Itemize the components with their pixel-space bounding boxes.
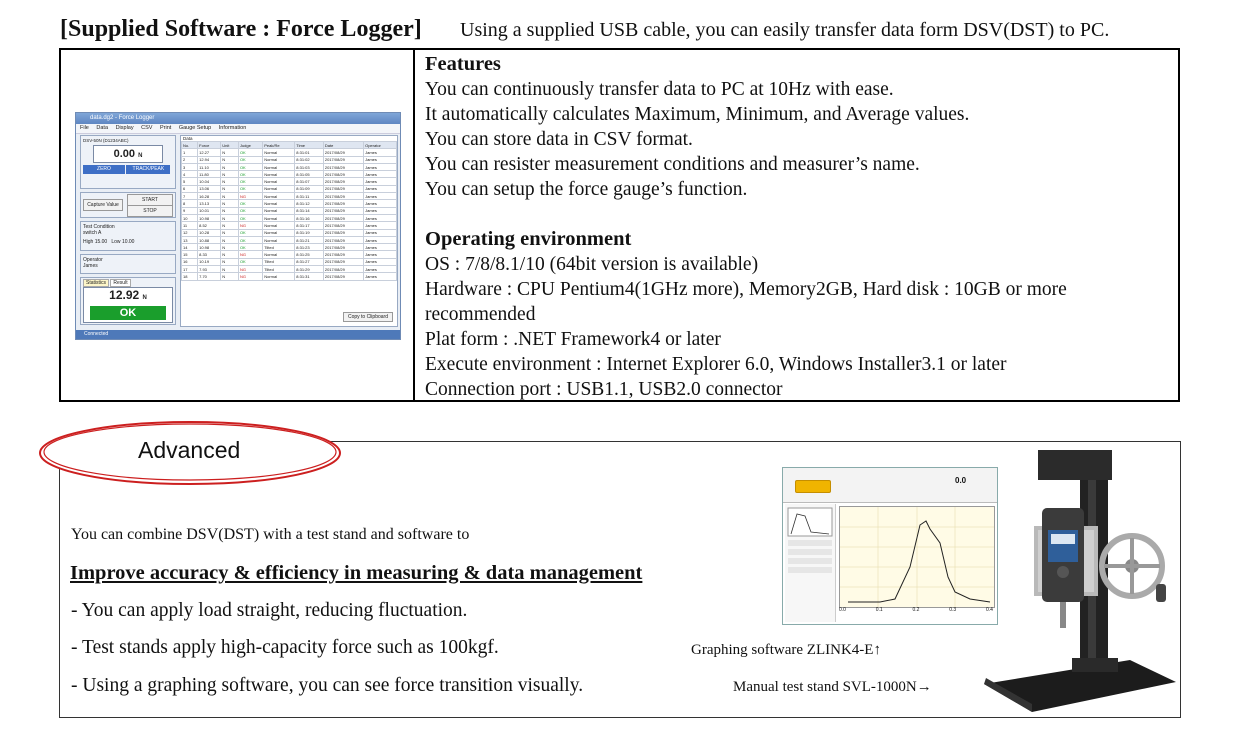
result-display [83, 287, 173, 323]
graph-toolbar [783, 468, 997, 503]
table-cell: Normal [263, 273, 295, 280]
table-cell: 2017/08/29 [323, 185, 363, 192]
features-heading: Features [425, 53, 501, 75]
tab-result[interactable]: Result [110, 279, 130, 287]
feature-line: You can store data in CSV format. [425, 129, 693, 150]
table-cell: 2017/08/29 [323, 149, 363, 156]
table-cell: 8:31:11 [295, 193, 324, 200]
table-cell: 13 [182, 236, 198, 243]
table-row[interactable] [182, 266, 397, 273]
table-cell: 2017/08/29 [323, 200, 363, 207]
table-cell: N [221, 222, 239, 229]
table-cell: OK [238, 214, 262, 221]
bullet-item: - Test stands apply high-capacity force such as 100kgf. [71, 637, 499, 658]
high-value: 15.00 [94, 239, 108, 245]
table-cell: 16 [182, 258, 198, 265]
feature-line: It automatically calculates Maximum, Minimum, and Average values. [425, 104, 970, 125]
table-cell: 8.33 [198, 251, 221, 258]
low-value: 10.00 [121, 239, 135, 245]
graph-reading: 0.0 [955, 476, 967, 485]
force-curve [840, 507, 994, 607]
table-row[interactable] [182, 156, 397, 163]
table-cell: N [221, 163, 239, 170]
table-cell: N [221, 266, 239, 273]
table-cell: 5 [182, 178, 198, 185]
table-cell: 7.93 [198, 266, 221, 273]
table-cell: 8 [182, 200, 198, 207]
menu-item-data[interactable]: Data [96, 125, 109, 131]
window-title: data.dg2 - Force Logger [76, 113, 400, 124]
column-header: Time [295, 142, 324, 149]
table-cell: James [364, 171, 397, 178]
table-row[interactable] [182, 273, 397, 280]
data-label: Data [183, 136, 193, 141]
table-cell: 2017/08/29 [323, 258, 363, 265]
column-header: Operator [364, 142, 397, 149]
table-cell: N [221, 171, 239, 178]
table-row[interactable] [182, 178, 397, 185]
table-cell: 8:31:03 [295, 163, 324, 170]
menu-item-display[interactable]: Display [115, 125, 134, 131]
tab-statistics[interactable]: Statistics [83, 279, 109, 287]
table-row[interactable] [182, 251, 397, 258]
menu-item-file[interactable]: File [80, 125, 89, 131]
table-cell: 8:31:25 [295, 251, 324, 258]
menu-item-gauge-setup[interactable]: Gauge Setup [178, 125, 212, 131]
table-cell: 12.27 [198, 149, 221, 156]
copy-to-clipboard-button[interactable]: Copy to Clipboard [343, 312, 393, 322]
table-cell: James [364, 149, 397, 156]
operator-select[interactable]: James [83, 263, 98, 269]
table-cell: OK [238, 163, 262, 170]
table-cell: N [221, 149, 239, 156]
menu-item-print[interactable]: Print [159, 125, 172, 131]
menu-item-csv[interactable]: CSV [141, 125, 153, 131]
table-cell: James [364, 178, 397, 185]
table-cell: 14 [182, 244, 198, 251]
table-cell: N [221, 200, 239, 207]
graph-plot [839, 506, 995, 608]
environment-line: Plat form : .NET Framework4 or later [425, 329, 721, 350]
table-cell: 8:31:14 [295, 207, 324, 214]
table-cell: 12 [182, 229, 198, 236]
bullet-item: - You can apply load straight, reducing fluctuation. [71, 600, 468, 621]
graphing-software-caption: Graphing software ZLINK4-E↑ [691, 642, 881, 658]
table-cell: 2017/08/29 [323, 193, 363, 200]
table-cell: James [364, 266, 397, 273]
table-cell: OK [238, 149, 262, 156]
table-cell: 8:31:09 [295, 185, 324, 192]
table-cell: 8:31:27 [295, 258, 324, 265]
table-cell: Normal [263, 207, 295, 214]
column-header: Judge [238, 142, 262, 149]
table-cell: Tilted [263, 244, 295, 251]
table-row[interactable] [182, 171, 397, 178]
table-row[interactable] [182, 163, 397, 170]
x-tick-label: 0.2 [912, 607, 920, 613]
table-cell: OK [238, 229, 262, 236]
table-cell: James [364, 156, 397, 163]
table-row[interactable] [182, 236, 397, 243]
table-cell: OK [238, 207, 262, 214]
start-button[interactable]: START [127, 194, 173, 206]
table-cell: N [221, 193, 239, 200]
table-cell: James [364, 251, 397, 258]
table-cell: 8:31:12 [295, 200, 324, 207]
table-cell: Normal [263, 214, 295, 221]
table-cell: Normal [263, 193, 295, 200]
test-condition-panel [80, 221, 176, 251]
combine-text: You can combine DSV(DST) with a test stand and software to [71, 526, 470, 543]
table-cell: NG [238, 266, 262, 273]
table-cell: N [221, 185, 239, 192]
data-table [181, 141, 397, 281]
table-cell: 8:31:21 [295, 236, 324, 243]
column-header: Unit [221, 142, 239, 149]
table-cell: Normal [263, 251, 295, 258]
table-row[interactable] [182, 244, 397, 251]
table-cell: 9 [182, 207, 198, 214]
menu-item-information[interactable]: Information [218, 125, 247, 131]
table-cell: 2017/08/29 [323, 244, 363, 251]
table-cell: 2017/08/29 [323, 156, 363, 163]
table-cell: 18 [182, 273, 198, 280]
table-cell: 8:31:01 [295, 149, 324, 156]
table-cell: 13.13 [198, 200, 221, 207]
table-cell: James [364, 193, 397, 200]
track-peak-button[interactable]: TRACK/PEAK [126, 165, 170, 174]
table-cell: Normal [263, 149, 295, 156]
table-cell: James [364, 214, 397, 221]
graphing-software-screenshot [782, 467, 998, 625]
table-cell: 2017/08/29 [323, 266, 363, 273]
table-cell: 2017/08/29 [323, 236, 363, 243]
x-tick-label: 0.1 [875, 607, 883, 613]
force-value: 0.00 [113, 148, 135, 160]
table-cell: 8.52 [198, 222, 221, 229]
graph-x-axis [839, 607, 993, 613]
table-cell: 7 [182, 193, 198, 200]
capture-panel [80, 192, 176, 218]
column-header: Force [198, 142, 221, 149]
table-cell: OK [238, 200, 262, 207]
zero-button[interactable]: ZERO [83, 165, 125, 174]
table-cell: N [221, 251, 239, 258]
table-cell: 10.01 [198, 207, 221, 214]
result-unit: N [142, 295, 147, 301]
table-cell: N [221, 207, 239, 214]
section-title: [Supplied Software : Force Logger] [60, 16, 422, 42]
table-cell: 2 [182, 156, 198, 163]
table-cell: 2017/08/29 [323, 163, 363, 170]
table-row[interactable] [182, 200, 397, 207]
table-cell: 10.98 [198, 214, 221, 221]
environment-line: Connection port : USB1.1, USB2.0 connector [425, 379, 783, 400]
table-cell: OK [238, 185, 262, 192]
table-cell: 10.98 [198, 244, 221, 251]
table-cell: OK [238, 244, 262, 251]
table-cell: 1 [182, 149, 198, 156]
table-cell: Normal [263, 200, 295, 207]
stop-button[interactable]: STOP [127, 205, 173, 217]
operator-label: Operator [83, 257, 103, 263]
table-cell: Normal [263, 236, 295, 243]
table-cell: NG [238, 222, 262, 229]
table-cell: 10.19 [198, 258, 221, 265]
table-cell: 10.04 [198, 178, 221, 185]
test-stand-caption: Manual test stand SVL-1000N→ [733, 679, 932, 695]
table-cell: 8:31:05 [295, 171, 324, 178]
column-header: Date [323, 142, 363, 149]
control-panel [80, 135, 176, 325]
table-row[interactable] [182, 258, 397, 265]
table-cell: Normal [263, 171, 295, 178]
table-cell: 17 [182, 266, 198, 273]
test-condition-label: Test Condition [83, 224, 115, 230]
table-cell: Normal [263, 178, 295, 185]
table-cell: James [364, 222, 397, 229]
result-value: 12.92 [109, 288, 140, 302]
table-cell: James [364, 185, 397, 192]
operator-panel [80, 254, 176, 274]
table-cell: 4 [182, 171, 198, 178]
table-row[interactable] [182, 185, 397, 192]
column-header: No. [182, 142, 198, 149]
table-cell: 8:31:16 [295, 214, 324, 221]
environment-line: Execute environment : Internet Explorer 6.0, Windows Installer3.1 or later [425, 354, 1007, 375]
table-row[interactable] [182, 207, 397, 214]
table-row[interactable] [182, 229, 397, 236]
table-cell: 16.28 [198, 193, 221, 200]
table-cell: 2017/08/29 [323, 222, 363, 229]
capture-value-button[interactable]: Capture Value [83, 199, 123, 211]
status-bar: Connected [76, 330, 400, 339]
data-panel [180, 135, 398, 327]
feature-line: You can resister measurement conditions and measurer’s name. [425, 154, 920, 175]
table-cell: N [221, 258, 239, 265]
table-cell: Normal [263, 229, 295, 236]
table-cell: Normal [263, 163, 295, 170]
table-cell: James [364, 244, 397, 251]
x-tick-label: 0.4 [986, 607, 993, 613]
table-cell: N [221, 156, 239, 163]
table-cell: 2017/08/29 [323, 214, 363, 221]
table-cell: James [364, 200, 397, 207]
table-cell: 15 [182, 251, 198, 258]
table-cell: 2017/08/29 [323, 229, 363, 236]
table-cell: 2017/08/29 [323, 273, 363, 280]
table-cell: 2017/08/29 [323, 251, 363, 258]
table-header-row [182, 142, 397, 149]
table-cell: 12.94 [198, 156, 221, 163]
table-cell: 8:31:19 [295, 229, 324, 236]
table-cell: 10.28 [198, 229, 221, 236]
x-tick-label: 0.3 [949, 607, 957, 613]
table-cell: 6 [182, 185, 198, 192]
table-cell: Normal [263, 222, 295, 229]
table-cell: James [364, 273, 397, 280]
low-label: Low [111, 239, 121, 245]
table-cell: 3 [182, 163, 198, 170]
force-readout [93, 145, 163, 163]
table-cell: 11.80 [198, 171, 221, 178]
side-panel-thumbnail [785, 504, 835, 622]
toolbar-button [795, 480, 831, 493]
table-cell: Tilted [263, 266, 295, 273]
table-divider [413, 50, 415, 400]
table-row[interactable] [182, 193, 397, 200]
environment-line: OS : 7/8/8.1/10 (64bit version is available) [425, 254, 759, 275]
table-cell: OK [238, 236, 262, 243]
table-cell: 13.06 [198, 185, 221, 192]
table-cell: 7.70 [198, 273, 221, 280]
table-cell: 2017/08/29 [323, 178, 363, 185]
table-cell: James [364, 163, 397, 170]
improve-heading: Improve accuracy & efficiency in measuring & data management [70, 562, 643, 584]
feature-line: You can setup the force gauge’s function. [425, 179, 748, 200]
table-cell: James [364, 258, 397, 265]
table-cell: Normal [263, 156, 295, 163]
force-logger-screenshot [75, 112, 401, 340]
x-tick-label: 0.0 [839, 607, 846, 613]
feature-line: You can continuously transfer data to PC at 10Hz with ease. [425, 79, 894, 100]
table-cell: OK [238, 258, 262, 265]
result-panel [80, 277, 176, 325]
high-label: High [83, 239, 94, 245]
table-cell: James [364, 229, 397, 236]
table-cell: N [221, 273, 239, 280]
menu-bar [76, 124, 400, 134]
table-cell: 11.10 [198, 163, 221, 170]
table-cell: NG [238, 273, 262, 280]
table-cell: 8:31:02 [295, 156, 324, 163]
environment-heading: Operating environment [425, 228, 632, 250]
table-cell: NG [238, 251, 262, 258]
table-cell: James [364, 236, 397, 243]
section-description: Using a supplied USB cable, you can easily transfer data form DSV(DST) to PC. [460, 19, 1110, 41]
table-cell: OK [238, 171, 262, 178]
table-cell: 8:31:07 [295, 178, 324, 185]
table-cell: 2017/08/29 [323, 171, 363, 178]
test-condition-select[interactable]: switch A [83, 230, 102, 236]
test-stand-image [980, 446, 1180, 714]
table-cell: 8:31:23 [295, 244, 324, 251]
gauge-panel [80, 135, 176, 189]
advanced-label: Advanced [138, 437, 241, 463]
force-unit: N [138, 153, 143, 159]
table-cell: Normal [263, 185, 295, 192]
table-row[interactable] [182, 149, 397, 156]
table-row[interactable] [182, 214, 397, 221]
table-cell: N [221, 244, 239, 251]
device-label: DSV-50N (D1234ABC) [83, 138, 129, 143]
table-cell: OK [238, 156, 262, 163]
environment-line: Hardware : CPU Pentium4(1GHz more), Memory2GB, Hard disk : 10GB or more [425, 279, 1067, 300]
table-cell: N [221, 229, 239, 236]
software-info-table [59, 48, 1180, 402]
table-cell: 11 [182, 222, 198, 229]
table-cell: N [221, 236, 239, 243]
table-cell: 8:31:17 [295, 222, 324, 229]
table-cell: N [221, 178, 239, 185]
table-cell: James [364, 207, 397, 214]
table-cell: 2017/08/29 [323, 207, 363, 214]
graph-side-panel [785, 504, 836, 622]
column-header: Peak/Re [263, 142, 295, 149]
table-cell: N [221, 214, 239, 221]
result-status: OK [90, 306, 166, 320]
table-cell: OK [238, 178, 262, 185]
bullet-item: - Using a graphing software, you can see force transition visually. [71, 675, 584, 696]
table-cell: Tilted [263, 258, 295, 265]
table-cell: 8:31:29 [295, 266, 324, 273]
table-cell: NG [238, 193, 262, 200]
table-cell: 10 [182, 214, 198, 221]
environment-line: recommended [425, 304, 536, 325]
features-section [425, 52, 1067, 402]
table-cell: 10.88 [198, 236, 221, 243]
table-cell: 8:31:31 [295, 273, 324, 280]
table-row[interactable] [182, 222, 397, 229]
